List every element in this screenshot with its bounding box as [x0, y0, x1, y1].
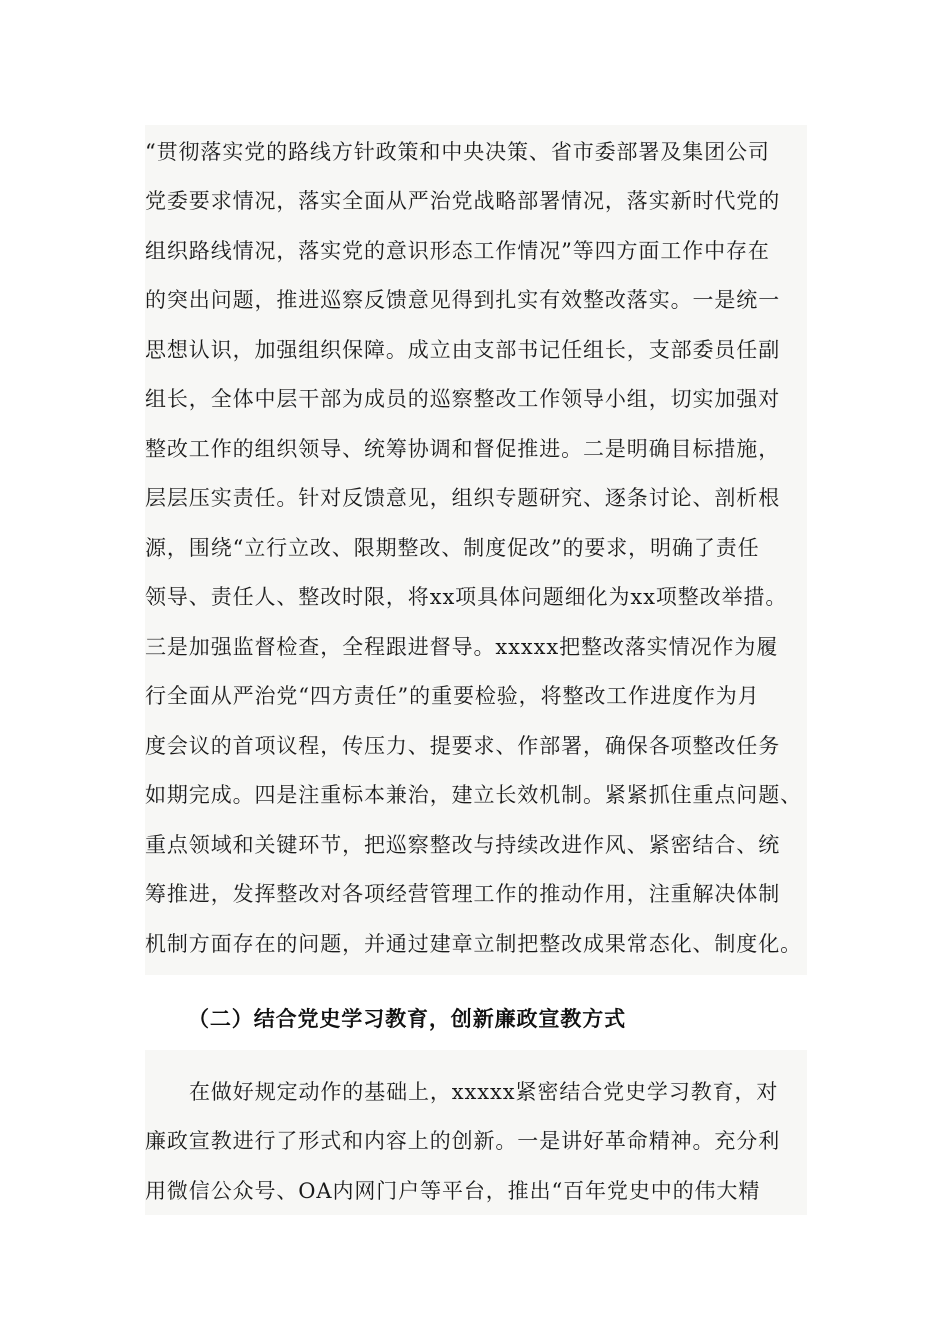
paragraph-line: 行全面从严治党“四方责任”的重要检验，将整改工作进度作为月 — [145, 684, 760, 708]
paragraph-line: 源，围绕“立行立改、限期整改、制度促改”的要求，明确了责任 — [145, 536, 760, 560]
paragraph-line: 的突出问题，推进巡察反馈意见得到扎实有效整改落实。一是统一 — [145, 288, 781, 312]
paragraph-1 — [145, 125, 807, 975]
paragraph-line: 机制方面存在的问题，并通过建章立制把整改成果常态化、制度化。 — [145, 932, 802, 956]
paragraph-line: 如期完成。四是注重标本兼治，建立长效机制。紧紧抓住重点问题、 — [145, 783, 802, 807]
paragraph-line: 组织路线情况，落实党的意识形态工作情况”等四方面工作中存在 — [145, 239, 770, 263]
paragraph-line: 思想认识，加强组织保障。成立由支部书记任组长，支部委员任副 — [145, 338, 781, 362]
paragraph-line: 三是加强监督检查，全程跟进督导。xxxxx把整改落实情况作为履 — [145, 635, 779, 659]
paragraph-line: 层层压实责任。针对反馈意见，组织专题研究、逐条讨论、剖析根 — [145, 486, 781, 510]
paragraph-line: 筹推进，发挥整改对各项经营管理工作的推动作用，注重解决体制 — [145, 882, 781, 906]
paragraph-line: 在做好规定动作的基础上，xxxxx紧密结合党史学习教育，对 — [189, 1080, 779, 1104]
paragraph-line: 整改工作的组织领导、统筹协调和督促推进。二是明确目标措施， — [145, 437, 781, 461]
paragraph-line: 组长，全体中层干部为成员的巡察整改工作领导小组，切实加强对 — [145, 387, 781, 411]
paragraph-line: 重点领域和关键环节，把巡察整改与持续改进作风、紧密结合、统 — [145, 833, 781, 857]
paragraph-2 — [145, 1050, 807, 1215]
paragraph-line: 廉政宣教进行了形式和内容上的创新。一是讲好革命精神。充分利 — [145, 1129, 781, 1153]
section-heading: （二）结合党史学习教育，创新廉政宣教方式 — [188, 1006, 626, 1031]
paragraph-line: 领导、责任人、整改时限，将xx项具体问题细化为xx项整改举措。 — [145, 585, 788, 609]
paragraph-line: 用微信公众号、OA内网门户等平台，推出“百年党史中的伟大精 — [145, 1179, 761, 1203]
paragraph-line: 党委要求情况，落实全面从严治党战略部署情况，落实新时代党的 — [145, 189, 781, 213]
paragraph-line: 度会议的首项议程，传压力、提要求、作部署，确保各项整改任务 — [145, 734, 781, 758]
paragraph-line: “贯彻落实党的路线方针政策和中央决策、省市委部署及集团公司 — [145, 140, 770, 164]
